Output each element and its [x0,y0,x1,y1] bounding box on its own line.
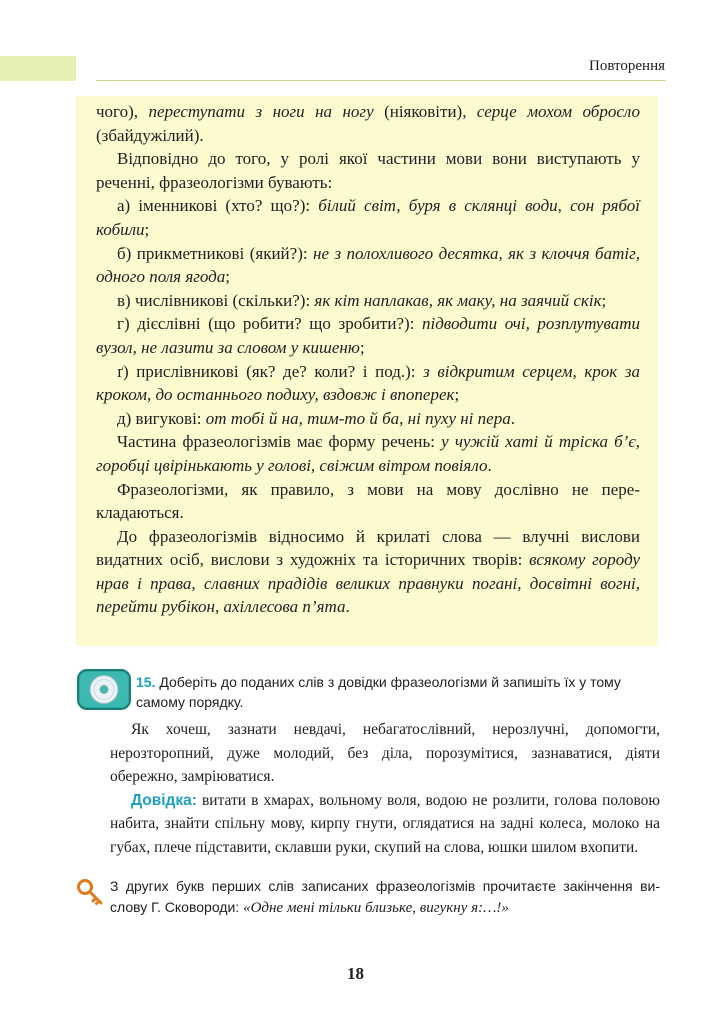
section-title: Повторення [588,58,665,74]
exercise-body [110,718,660,859]
list-item: б) прикметникові (який?): не з полохливого десятка, як з клоччя батіг, одного поля ягода; [96,243,640,287]
list-item: д) вигукові: от тобі й на, тим-то й ба, ні пуху ні пера. [117,408,515,428]
cd-disc-icon [76,668,136,711]
exercise-number: 15. [136,674,156,690]
page-number: 18 [347,964,364,983]
exercise-hint [110,789,660,860]
theory-box [76,96,658,646]
theory-paragraph-1: чого), переступати з ноги на ногу (ніяковіти), серце мохом обросло (збайдужілий). [96,102,640,145]
header-rule [96,80,666,81]
theory-paragraph-4: Фразеологізми, як правило, з мови на мову дослівно не перекладаються. [96,479,640,523]
key-icon [76,878,106,908]
hint-text: витати в хмарах, вольному воля, водою не розлити, голова половою набита, знайти спільну мову, кирпу гнути, оглядатися на задні колеса, молоко на губах, плече підставити, склавши руки, скупий на слова, юшки шилом вхопити. [110,791,660,856]
task-quote: «Одне мені тільки близьке, вигукну я:…!» [243,900,509,916]
theory-paragraph-2: Відповідно до того, у ролі якої частини мови вони виступають у реченні, фразеологізми бувають: [96,149,640,192]
theory-paragraph-3: Частина фразеологізмів має форму речень: у чужій хаті й тріска б’є, горобці цвірінькають у голові, свіжим вітром повіяло. [96,432,640,475]
list-item: ґ) прислівникові (як? де? коли? і под.): з відкритим серцем, крок за кроком, до останнього подиху, вздовж і впоперек; [96,361,640,405]
theory-paragraph-5: До фразеологізмів відносимо й крилаті слова — влучні вислови видатних осіб, вислови з художніх та історичних творів: всякому городу нрав і права, славних прадідів великих правнуки погані, досвітні вогні, перейти рубікон, ахіллесова п’ята. [96,526,640,617]
exercise-words: Як хочеш, зазнати невдачі, небагатослівний, нерозлучні, допомогти, нерозторопний, дуже молодий, без діла, порозумітися, зазнаватися, діяти обережно, замріюватися. [110,721,660,785]
exercise-instruction: Доберіть до поданих слів з довідки фразеологізми й запишіть їх у тому самому порядку. [136,674,621,710]
list-item: а) іменникові (хто? що?): білий світ, буря в склянці води, сон рябої кобили; [96,196,640,239]
list-item: в) числівникові (скільки?): як кіт наплакав, як маку, на заячий скік; [117,290,607,310]
list-item: г) дієслівні (що робити? що зробити?): підводити очі, розплутувати вузол, не лазити за словом у кишеню; [96,314,641,357]
header-tab [0,56,76,81]
hint-label: Довідка: [131,791,197,809]
task-text: З других букв перших слів записаних фразеологізмів прочитаєте закінчення вислову Г. Сковороди: «Одне мені тільки близьке, вигукну я:…!» [110,878,660,916]
exercise-heading [136,672,660,712]
